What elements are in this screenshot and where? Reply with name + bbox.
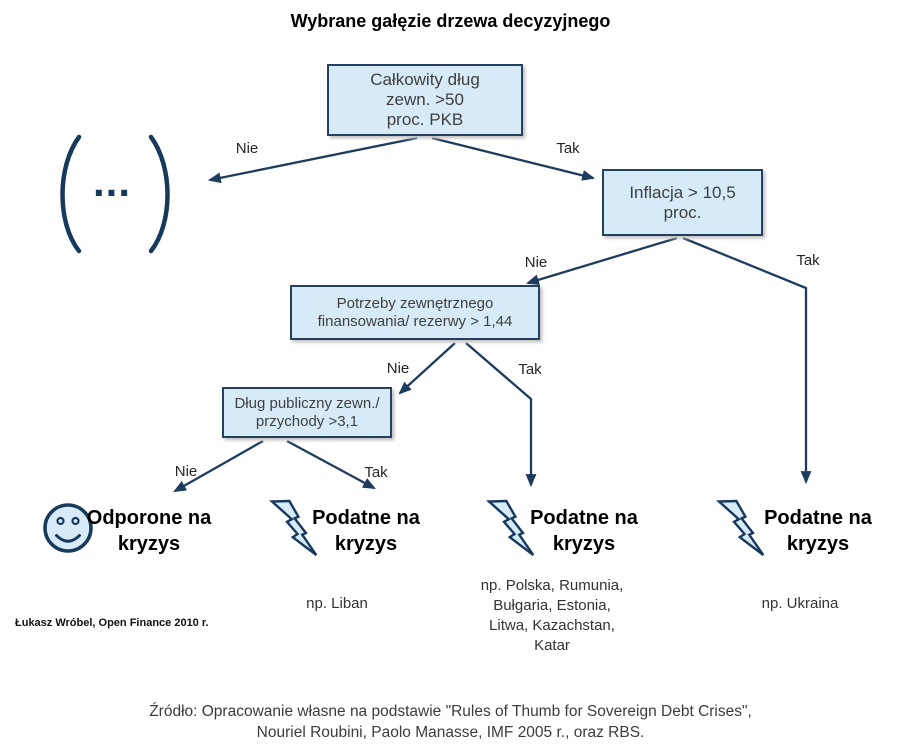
right-parenthesis: [151, 137, 168, 251]
outcome-line: kryzys: [334, 533, 398, 555]
outcome-line: Podatne na: [312, 507, 420, 529]
edge-label-root-yes: Tak: [556, 140, 580, 157]
example-ukraina: np. Ukraina: [761, 595, 839, 612]
node-line: proc. PKB: [386, 110, 464, 129]
edge-label-financing-no: Nie: [386, 360, 410, 377]
page-title: Wybrane gałęzie drzewa decyzyjnego: [290, 11, 611, 31]
node-public-debt: [222, 387, 392, 438]
example-liban: np. Liban: [306, 595, 368, 612]
edge-label-financing-yes: Tak: [518, 361, 542, 378]
edge-label-root-no: Nie: [235, 140, 259, 157]
outcome-vulnerable-ukraina: [748, 505, 888, 557]
outcome-line: kryzys: [552, 533, 616, 555]
edge-publicdebt-yes-arrow: [287, 441, 374, 488]
author-credit: Łukasz Wróbel, Open Finance 2010 r.: [15, 617, 209, 629]
node-line: Potrzeby zewnętrznego: [336, 295, 494, 312]
edge-label-publicdebt-no: Nie: [174, 463, 198, 480]
node-line: finansowania/ rezerwy > 1,44: [317, 312, 513, 330]
node-external-financing: [290, 285, 540, 340]
example-line: np. Polska, Rumunia,: [480, 577, 624, 594]
outcome-vulnerable-group: [514, 505, 654, 557]
edge-label-inflation-yes: Tak: [796, 252, 820, 269]
node-line: proc.: [663, 202, 702, 222]
source-line: Nouriel Roubini, Paolo Manasse, IMF 2005 r., oraz RBS.: [256, 724, 645, 741]
edge-inflation-no-arrow: [528, 238, 677, 283]
edge-label-inflation-no: Nie: [524, 254, 548, 271]
edge-inflation-yes-arrow: [683, 238, 806, 482]
source-note: [0, 701, 901, 743]
left-parenthesis: [63, 137, 80, 251]
outcome-line: Podatne na: [530, 507, 638, 529]
node-line: Inflacja > 10,5: [629, 182, 736, 202]
edge-label-publicdebt-yes: Tak: [364, 464, 388, 481]
example-line: Katar: [534, 637, 570, 654]
outcome-line: kryzys: [117, 533, 181, 555]
node-line: przychody >3,1: [255, 412, 359, 430]
outcome-line: Podatne na: [764, 507, 872, 529]
node-inflation: [602, 169, 763, 236]
node-total-external-debt: [327, 64, 523, 136]
node-line: zewn. >50: [386, 90, 464, 109]
node-line: Całkowity dług: [370, 70, 480, 89]
example-line: Litwa, Kazachstan,: [489, 617, 615, 634]
ellipsis-node: ...: [92, 158, 131, 205]
example-line: Bułgaria, Estonia,: [493, 597, 611, 614]
outcome-line: Odporone na: [86, 507, 212, 529]
example-group: [481, 576, 624, 656]
source-line: Źródło: Opracowanie własne na podstawie "Rules of Thumb for Sovereign Debt Crises",: [149, 703, 752, 720]
outcome-resistant: [79, 505, 219, 557]
outcome-vulnerable-liban: [296, 505, 436, 557]
node-line: Dług publiczny zewn./: [234, 395, 380, 412]
outcome-line: kryzys: [786, 533, 850, 555]
